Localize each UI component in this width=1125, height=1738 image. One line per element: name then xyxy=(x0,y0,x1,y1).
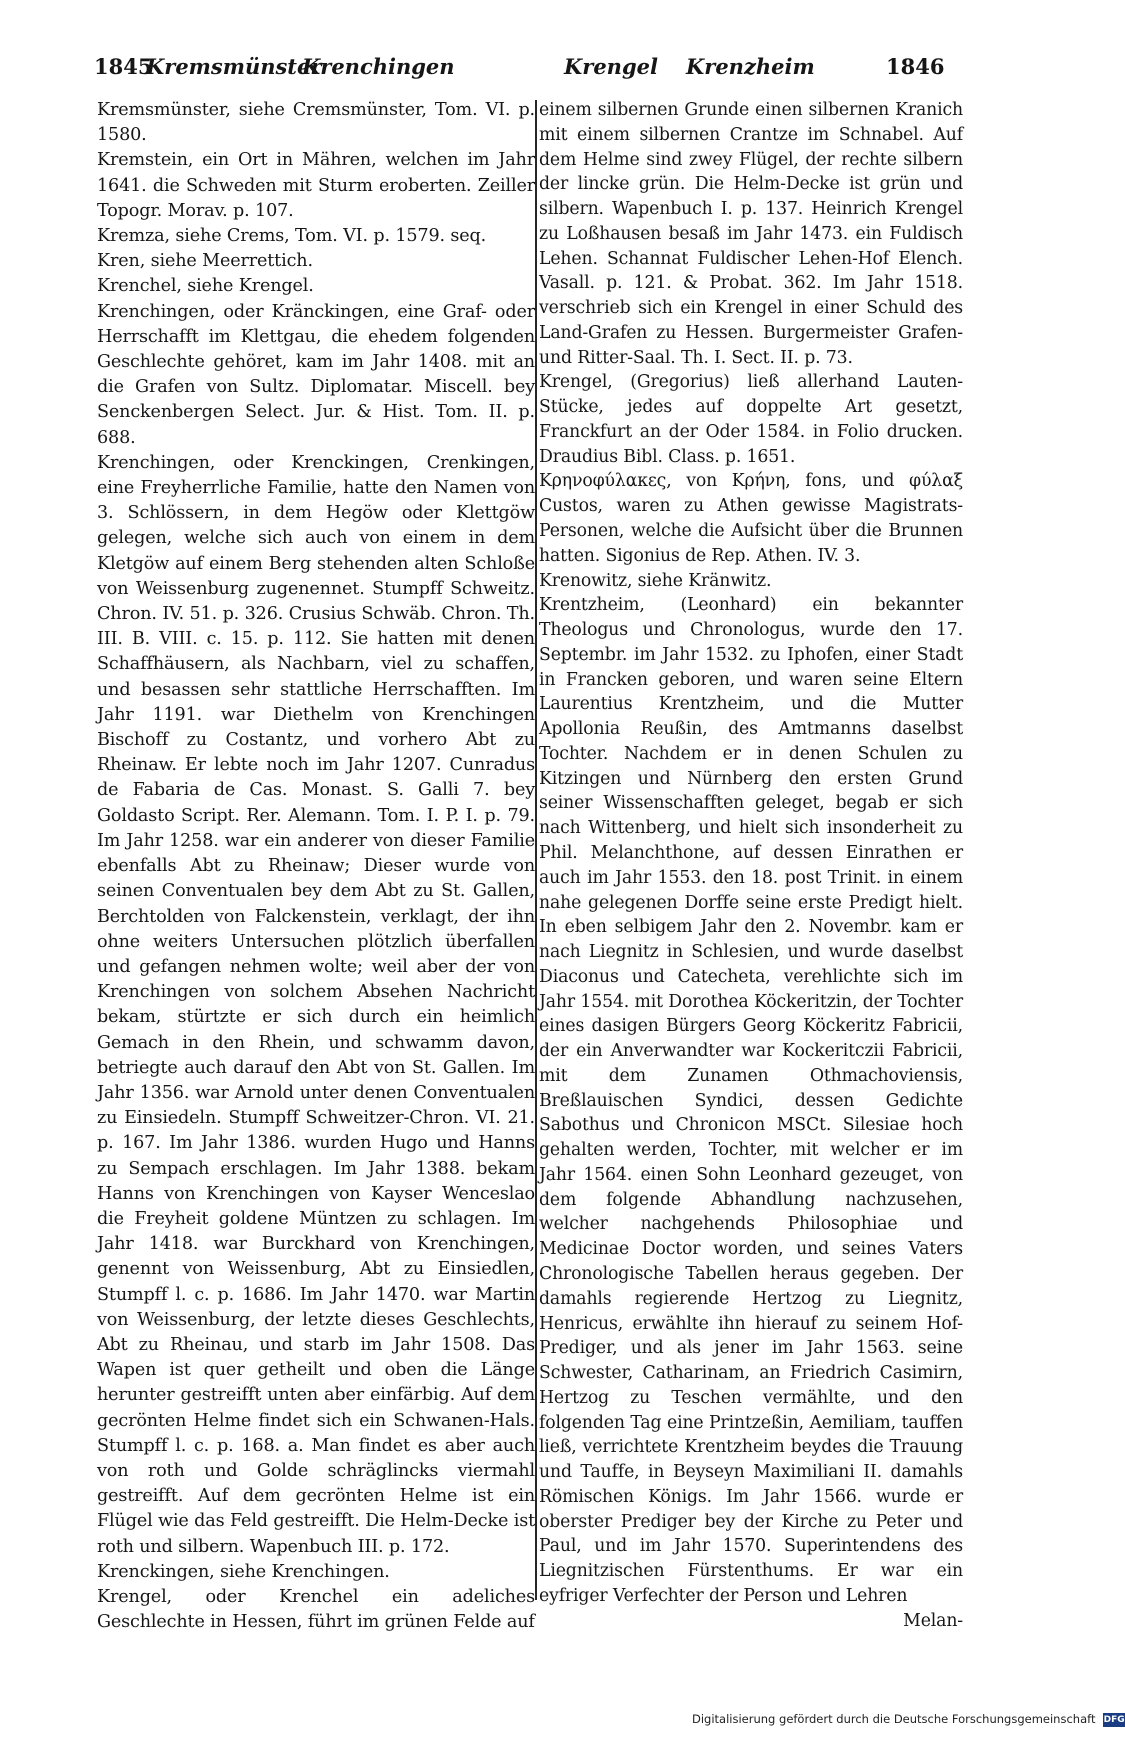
header-keyword-right-1: Krengel xyxy=(564,54,658,79)
entry-krenowitz: Krenowitz, siehe Kränwitz. xyxy=(539,570,772,591)
digitization-footer xyxy=(692,1712,1125,1734)
entry-krenophylakes: Κρηνοφύλακες, von Κρήνη, fons, und φύλαξ Custos, waren zu Athen gewisse Magistrats-Personen, welche die Aufsicht über die Brunnen hatten. Sigonius de Rep. Athen. IV. 3. xyxy=(539,471,963,566)
entry-krenchingen-herrschaft: Krenchingen, oder Kränckingen, eine Graf- oder Herrschafft im Klettgau, die ehedem folgenden Geschlechte gehöret, kam im Jahr 1408. mit an die Grafen von Sultz. Diplomatar. Miscell. bey Senckenbergen Select. Jur. & Hist. Tom. II. p. 688. xyxy=(97,301,535,448)
entry-krengel-continued: einem silbernen Grunde einen silbernen Kranich mit einem silbernen Crantze im Schnabel. Auf dem Helme sind zwey Flügel, der rechte silbern der lincke grün. Die Helm-Decke ist grün und silbern. Wapenbuch I. p. 137. Heinrich Krengel zu Loßhausen besaß im Jahr 1473. ein Fuldisch Lehen. Schannat Fuldischer Lehen-Hof Elench. Vasall. p. 121. & Probat. 362. Im Jahr 1518. verschrieb sich ein Krengel in einer Schuld des Land-Grafen zu Hessen. Burgermeister Grafen- und Ritter-Saal. Th. I. Sect. II. p. 73. xyxy=(539,100,963,368)
entry-krenchel: Krenchel, siehe Krengel. xyxy=(97,276,314,297)
entry-kremstein: Kremstein, ein Ort in Mähren, welchen im Jahr 1641. die Schweden mit Sturm eroberten. Zeiller Topogr. Morav. p. 107. xyxy=(97,150,535,221)
entry-krengel-gregorius: Krengel, (Gregorius) ließ allerhand Lauten-Stücke, jedes auf doppelte Art gesetzt, Franckfurt an der Oder 1584. in Folio drucken. Draudius Bibl. Class. p. 1651. xyxy=(539,372,963,467)
page-number-left: 1845 xyxy=(94,54,153,79)
header-keyword-left-2: Krenchingen xyxy=(302,54,455,79)
header-keyword-right-2: Krenzheim xyxy=(686,54,815,79)
page-number-right: 1846 xyxy=(886,54,945,79)
entry-krenckingen: Krenckingen, siehe Krenchingen. xyxy=(97,1561,390,1582)
entry-kren: Kren, siehe Meerrettich. xyxy=(97,251,313,272)
entry-kremsmuenster: Kremsmünster, siehe Cremsmünster, Tom. VI. p. 1580. xyxy=(97,100,535,146)
catchword: Melan- xyxy=(903,1610,963,1631)
column-divider xyxy=(535,100,537,1600)
entry-krenchingen-familie: Krenchingen, oder Krenckingen, Crenkingen, eine Freyherrliche Familie, hatte den Namen von 3. Schlössern, in dem Hegöw oder Klettgöw gelegen, welche sich auch von einem in dem Kletgöw auf einem Berg stehenden alten Schloße von Weissenburg zugenennet. Stumpff Schweitz. Chron. IV. 51. p. 326. Crusius Schwäb. Chron. Th. III. B. VIII. c. 15. p. 112. Sie hatten mit denen Schaffhäusern, als Nachbarn, viel zu schaffen, und besassen sehr stattliche Herrschafften. Im Jahr 1191. war Diethelm von Krenchingen Bischoff zu Costantz, und vorhero Abt zu Rheinaw. Er lebte noch im Jahr 1207. Cunradus de Fabaria de Cas. Monast. S. Galli 7. bey Goldasto Script. Rer. Alemann. Tom. I. P. I. p. 79. Im Jahr 1258. war ein anderer von dieser Familie ebenfalls Abt zu Rheinaw; Dieser wurde von seinen Conventualen bey dem Abt zu St. Gallen, Berchtolden von Falckenstein, verklagt, der ihn ohne weiters Untersuchen plötzlich überfallen und gefangen nehmen wolte; weil aber der von Krenchingen von solchem Absehen Nachricht bekam, stürtzte er sich durch ein heimlich Gemach in den Rhein, und schwamm davon, betriegte auch darauf den Abt von St. Gallen. Im Jahr 1356. war Arnold unter denen Conventualen zu Einsiedeln. Stumpff Schweitzer-Chron. VI. 21. p. 167. Im Jahr 1386. wurden Hugo und Hanns zu Sempach erschlagen. Im Jahr 1388. bekam Hanns von Krenchingen von Kayser Wenceslao die Freyheit goldene Müntzen zu schlagen. Im Jahr 1418. war Burckhard von Krenchingen, genennt von Weissenburg, Abt zu Einsiedlen, Stumpff l. c. p. 1686. Im Jahr 1470. war Martin von Weissenburg, der letzte dieses Geschlechts, Abt zu Rheinau, und starb im Jahr 1508. Das Wapen ist quer getheilt und oben die Länge herunter gestreifft unten aber einfärbig. Auf dem gecrönten Helme findet sich ein Schwanen-Hals. Stumpff l. c. p. 168. a. Man findet es aber auch von roth und Golde schräglincks viermahl gestreifft. Auf dem gecrönten Helme ist ein Flügel wie das Feld gestreifft. Die Helm-Decke ist roth und silbern. Wapenbuch III. p. 172. xyxy=(97,452,535,1557)
running-header xyxy=(94,52,956,92)
left-column xyxy=(97,98,535,1635)
dfg-logo: DFG xyxy=(1103,1714,1125,1725)
entry-kremza: Kremza, siehe Crems, Tom. VI. p. 1579. seq. xyxy=(97,226,487,247)
right-column xyxy=(539,98,963,1633)
entry-krengel-geschlecht: Krengel, oder Krenchel ein adeliches Geschlechte in Hessen, führt im grünen Felde auf xyxy=(97,1586,535,1633)
header-keyword-left-1: Kremsmünster xyxy=(146,54,322,79)
entry-krentzheim: Krentzheim, (Leonhard) ein bekannter Theologus und Chronologus, wurde den 17. Septembr. im Jahr 1532. zu Iphofen, einer Stadt in Francken geboren, und waren seine Eltern Laurentius Krentzheim, und die Mutter Apollonia Reußin, des Amtmanns daselbst Tochter. Nachdem er in denen Schulen zu Kitzingen und Nürnberg den ersten Grund seiner Wissenschafften geleget, begab er sich nach Wittenberg, und hielt sich insonderheit zu Phil. Melanchthone, auf dessen Einrathen er auch im Jahr 1553. den 18. post Trinit. in einem nahe gelegenen Dorffe seine erste Predigt hielt. In eben selbigem Jahr den 2. Novembr. kam er nach Liegnitz in Schlesien, und wurde daselbst Diaconus und Catecheta, verehlichte sich im Jahr 1554. mit Dorothea Köckeritzin, der Tochter eines dasigen Bürgers Georg Köckeritz Fabricii, der ein Anverwandter war Kockeritczii Fabricii, mit dem Zunamen Othmachoviensis, Breßlauischen Syndici, dessen Gedichte Sabothus und Chronicon MSCt. Silesiae hoch gehalten werden, Tochter, mit welcher er im Jahr 1564. einen Sohn Leonhard gezeuget, von dem folgende Abhandlung nachzusehen, welcher nachgehends Philosophiae und Medicinae Doctor worden, und seines Vaters Chronologische Tabellen heraus gegeben. Der damahls regierende Hertzog zu Liegnitz, Henricus, erwählte ihn hierauf zu seinem Hof-Prediger, und als jener im Jahr 1563. seine Schwester, Catharinam, an Friedrich Casimirn, Hertzog zu Teschen vermählte, und den folgenden Tag eine Printzeßin, Aemiliam, tauffen ließ, verrichtete Krentzheim beydes die Trauung und Tauffe, in Beyseyn Maximiliani II. damahls Römischen Königs. Im Jahr 1566. wurde er oberster Prediger bey der Kirche zu Peter und Paul, und im Jahr 1570. Superintendens des Liegnitzischen Fürstenthums. Er war ein eyfriger Verfechter der Person und Lehren xyxy=(539,595,963,1606)
footer-text: Digitalisierung gefördert durch die Deutsche Forschungsgemeinschaft xyxy=(692,1712,1096,1726)
